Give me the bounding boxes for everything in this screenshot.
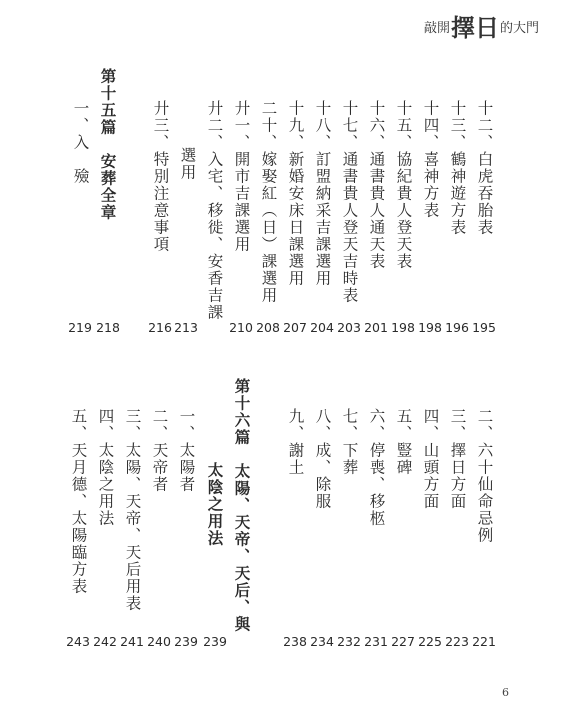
toc-page-number: 219	[68, 320, 92, 335]
toc-page-number: 221	[472, 634, 496, 649]
toc-page-number: 213	[174, 320, 198, 335]
toc-entry: 一、太陽者	[177, 408, 196, 493]
toc-entry: 十二、白虎吞胎表	[475, 100, 494, 236]
toc-entry: 廾一、開市吉課選用	[232, 100, 251, 253]
header-suffix: 的大門	[499, 21, 539, 36]
page-number: 6	[502, 686, 509, 699]
toc-entry: 十七、通書貴人登天吉時表	[340, 100, 359, 304]
toc-page-number: 203	[337, 320, 361, 335]
toc-entry: 四、山頭方面	[421, 408, 440, 510]
toc-part-heading-continuation: 太陰之用法	[205, 462, 225, 547]
toc-page-number: 196	[445, 320, 469, 335]
toc-page-number: 232	[337, 634, 361, 649]
toc-page-number: 227	[391, 634, 415, 649]
running-header	[424, 8, 539, 43]
toc-entry: 五、天月德、太陽臨方表	[69, 408, 88, 595]
toc-page-number: 216	[148, 320, 172, 335]
toc-page-number: 240	[147, 634, 171, 649]
toc-entry: 七、下葬	[340, 408, 359, 476]
toc-entry: 六、停喪、移柩	[367, 408, 386, 527]
toc-entry-continuation: 選用	[178, 147, 197, 181]
toc-entry: 二、天帝者	[150, 408, 169, 493]
toc-entry: 十五、協紀貴人登天表	[394, 100, 413, 270]
toc-page-number: 225	[418, 634, 442, 649]
toc-page-number: 201	[364, 320, 388, 335]
toc-entry: 四、太陰之用法	[96, 408, 115, 527]
toc-page-number: 195	[472, 320, 496, 335]
toc-entry: 十八、訂盟納采吉課選用	[313, 100, 332, 287]
toc-entry: 十九、新婚安床日課選用	[286, 100, 305, 287]
header-prefix: 敲開	[423, 21, 450, 36]
toc-page-number: 210	[229, 320, 253, 335]
toc-page-number: 198	[391, 320, 415, 335]
toc-part-heading: 第十五篇 安葬全章	[98, 68, 118, 221]
header-emphasis: 擇日	[450, 13, 499, 42]
toc-page-number: 207	[283, 320, 307, 335]
toc-page-number: 243	[66, 634, 90, 649]
toc-entry: 十三、鶴神遊方表	[448, 100, 467, 236]
toc-entry: 二十、嫁娶紅（日）課選用	[259, 100, 278, 304]
toc-entry: 一、入 殮	[71, 100, 90, 185]
toc-page-number: 239	[203, 634, 227, 649]
toc-entry: 二、六十仙命忌例	[475, 408, 494, 544]
toc-page-number: 231	[364, 634, 388, 649]
toc-page-number: 198	[418, 320, 442, 335]
toc-entry: 八、成、除服	[313, 408, 332, 510]
toc-entry: 廾二、入宅、移徙、安香吉課	[205, 100, 224, 321]
toc-entry: 十六、通書貴人通天表	[367, 100, 386, 270]
toc-page-number: 234	[310, 634, 334, 649]
toc-entry: 三、擇日方面	[448, 408, 467, 510]
toc-page-number: 208	[256, 320, 280, 335]
toc-entry: 廾三、特別注意事項	[151, 100, 170, 253]
toc-entry: 十四、喜神方表	[421, 100, 440, 219]
toc-entry: 五、豎碑	[394, 408, 413, 476]
toc-page-number: 241	[120, 634, 144, 649]
toc-page-number: 238	[283, 634, 307, 649]
toc-page-number: 239	[174, 634, 198, 649]
toc-page-number: 242	[93, 634, 117, 649]
toc-page-number: 218	[96, 320, 120, 335]
toc-entry: 三、太陽、天帝、天后用表	[123, 408, 142, 612]
toc-entry: 九、謝土	[286, 408, 305, 476]
toc-page-number: 204	[310, 320, 334, 335]
toc-part-heading: 第十六篇 太陽、天帝、天后、與	[232, 378, 252, 633]
toc-page-number: 223	[445, 634, 469, 649]
